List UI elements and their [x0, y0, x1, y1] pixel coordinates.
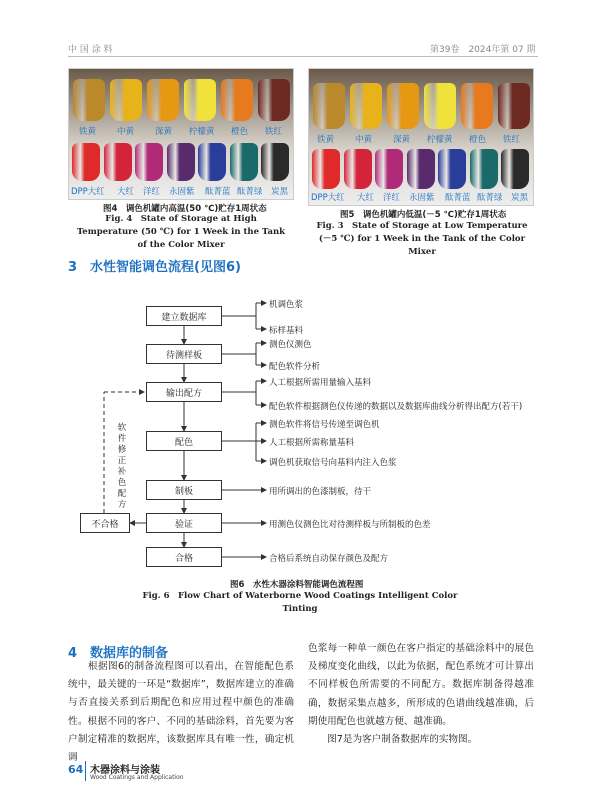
footer-title-en: Wood Coatings and Application [90, 774, 184, 781]
note-colorimeter: 测色仪测色 [269, 340, 312, 350]
flow-box-fail: 不合格 [80, 513, 130, 533]
paint-jar [167, 143, 195, 181]
paint-jar [104, 143, 132, 181]
note-software-formula: 配色软件根据测色仪传递的数据以及数据库曲线分析得出配方(若干) [269, 402, 523, 412]
paint-jar [387, 83, 419, 129]
paint-jar [221, 79, 253, 121]
note-input-base: 人工根据所需用量输入基料 [269, 378, 372, 388]
note-weigh-base: 人工根据所需称量基料 [269, 438, 355, 448]
paint-jar [72, 143, 100, 181]
paint-jar [350, 83, 382, 129]
note-compare: 用测色仪测色比对待测样板与所制板的色差 [269, 520, 431, 530]
paint-jar [73, 79, 105, 121]
section4-right-text2: 图7是为客户制备数据库的实物图。 [308, 734, 478, 746]
section4-right-text: 色浆每一种单一颜色在客户指定的基础涂料中的展色及梯度变化曲线，以此为依据，配色系统才可计算出不同样板色所需要的不同配方。数据库制备得越准确，数据采集点越多，所形成的色谱曲线越准确，后期使用配色也就越方便、越准确。 [308, 643, 534, 727]
paint-jar [438, 149, 466, 189]
section4-left-paragraph: 根据图6的制备流程图可以看出，在智能配色系统中，最关键的一环是“数据库”，数据库建立的准确与否直接关系到后期配色和应用过程中颜色的准确性。根据不同的客户、不同的基础涂料，首先要为客户制定精准的数据库，该数据库具有唯一性，确定机调 [68, 661, 294, 764]
paint-jar [184, 79, 216, 121]
paint-jar [258, 79, 290, 121]
flow-box-color-matching: 配色 [146, 431, 222, 451]
figure5-caption-en: Fig. 3 State of Storage at Low Temperature (－5 ℃) for 1 Week in the Tank of the Color Mixer [316, 221, 528, 257]
paint-jar [313, 83, 345, 129]
flow-box-verify: 验证 [146, 513, 222, 533]
paint-jar [498, 83, 530, 129]
section3-title: 3 水性智能调色流程(见图6) [68, 260, 241, 275]
flow-box-pass: 合格 [146, 547, 222, 567]
paint-jar [461, 83, 493, 129]
footer-divider [85, 761, 86, 781]
flow-box-sample: 待测样板 [146, 344, 222, 364]
paint-jar [198, 143, 226, 181]
issue-info: 第39卷 2024年第 07 期 [430, 45, 536, 55]
flow-box-output-formula: 输出配方 [146, 382, 222, 402]
note-inject-paste: 调色机获取信号向基料内注入色浆 [269, 458, 397, 468]
note-standard-base: 标样基料 [269, 326, 304, 336]
header-divider [68, 56, 538, 57]
note-software-analysis: 配色软件分析 [269, 362, 321, 372]
paint-jar [470, 149, 498, 189]
note-signal-transfer: 测色软件将信号传递至调色机 [269, 420, 380, 430]
figure4-caption-en: Fig. 4 State of Storage at High Temperature (50 ℃) for 1 Week in the Tank of the Color Mixer [76, 214, 286, 250]
figure6-caption-en: Fig. 6 Flow Chart of Waterborne Wood Coatings Intelligent Color Tinting [142, 591, 458, 614]
note-save: 合格后系统自动保存颜色及配方 [269, 554, 389, 564]
paint-jar [110, 79, 142, 121]
note-make-panel: 用所调出的色漆制板，待干 [269, 487, 372, 497]
figure5-photo: 铁黄 中黄 深黄 柠檬黄 橙色 铁红 DPP大红 大红 洋红 永固紫 酞菁蓝 酞菁绿 炭黑 [308, 68, 534, 206]
figure6-caption-cn: 图6 水性木器涂料智能调色流程图 [230, 580, 364, 590]
figure4-photo: 铁黄 中黄 深黄 柠檬黄 橙色 铁红 DPP大红 大红 洋红 永固紫 酞菁蓝 酞菁绿 炭黑 [68, 68, 294, 200]
section4-right-paragraph [308, 640, 534, 749]
paint-jar [501, 149, 529, 189]
paint-jar [407, 149, 435, 189]
figure5-caption-cn: 图5 调色机罐内低温(－5 ℃)贮存1周状态 [340, 210, 507, 220]
page-number: 64 [68, 763, 84, 776]
paint-jar [230, 143, 258, 181]
paint-jar [312, 149, 340, 189]
paint-jar [261, 143, 289, 181]
figure4-caption-cn: 图4 调色机罐内高温(50 ℃)贮存1周状态 [103, 204, 267, 214]
flow-box-make-panel: 制板 [146, 480, 222, 500]
flow-box-build-database: 建立数据库 [146, 306, 222, 326]
paint-jar [147, 79, 179, 121]
journal-name: 中 国 涂 料 [68, 45, 113, 55]
flow-side-label: 软件修正补色配方 [117, 423, 127, 510]
paint-jar [135, 143, 163, 181]
paint-jar [424, 83, 456, 129]
section4-title: 4 数据库的制备 [68, 646, 169, 661]
paint-jar [344, 149, 372, 189]
paint-jar [375, 149, 403, 189]
footer-title-cn: 木器涂料与涂装 [90, 765, 160, 776]
note-color-paste: 机调色浆 [269, 300, 304, 310]
